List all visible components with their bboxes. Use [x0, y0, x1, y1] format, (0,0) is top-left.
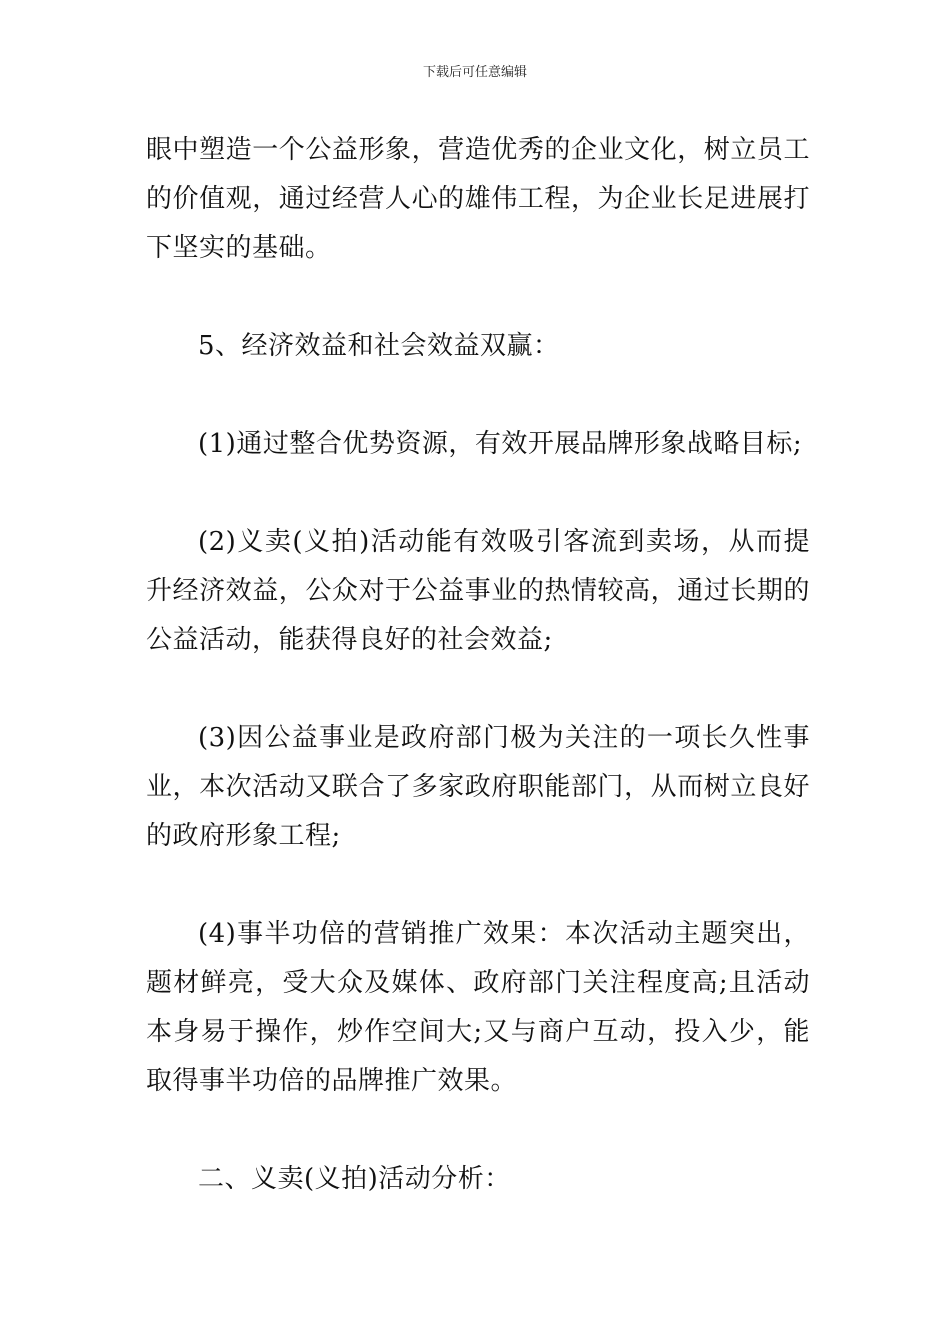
list-item-4: (4)事半功倍的营销推广效果：本次活动主题突出，题材鲜亮，受大众及媒体、政府部门关注程度高;且活动本身易于操作，炒作空间大;又与商户互动，投入少，能取得事半功倍的品牌推广效果。	[146, 919, 810, 1096]
section-heading-2: 二、义卖(义拍)活动分析：	[198, 1164, 511, 1194]
list-item-2: (2)义卖(义拍)活动能有效吸引客流到卖场，从而提升经济效益，公众对于公益事业的热情较高，通过长期的公益活动，能获得良好的社会效益;	[146, 527, 810, 655]
page-header: 下载后可任意编辑	[422, 65, 527, 80]
paragraph-continuation: 眼中塑造一个公益形象，营造优秀的企业文化，树立员工的价值观，通过经营人心的雄伟工程，为企业长足进展打下坚实的基础。	[146, 135, 810, 263]
section-heading-5: 5、经济效益和社会效益双赢：	[198, 331, 560, 361]
list-item-3: (3)因公益事业是政府部门极为关注的一项长久性事业，本次活动又联合了多家政府职能部门，从而树立良好的政府形象工程;	[146, 723, 810, 851]
document-body	[146, 126, 810, 1204]
list-item-1: (1)通过整合优势资源，有效开展品牌形象战略目标;	[198, 429, 803, 459]
